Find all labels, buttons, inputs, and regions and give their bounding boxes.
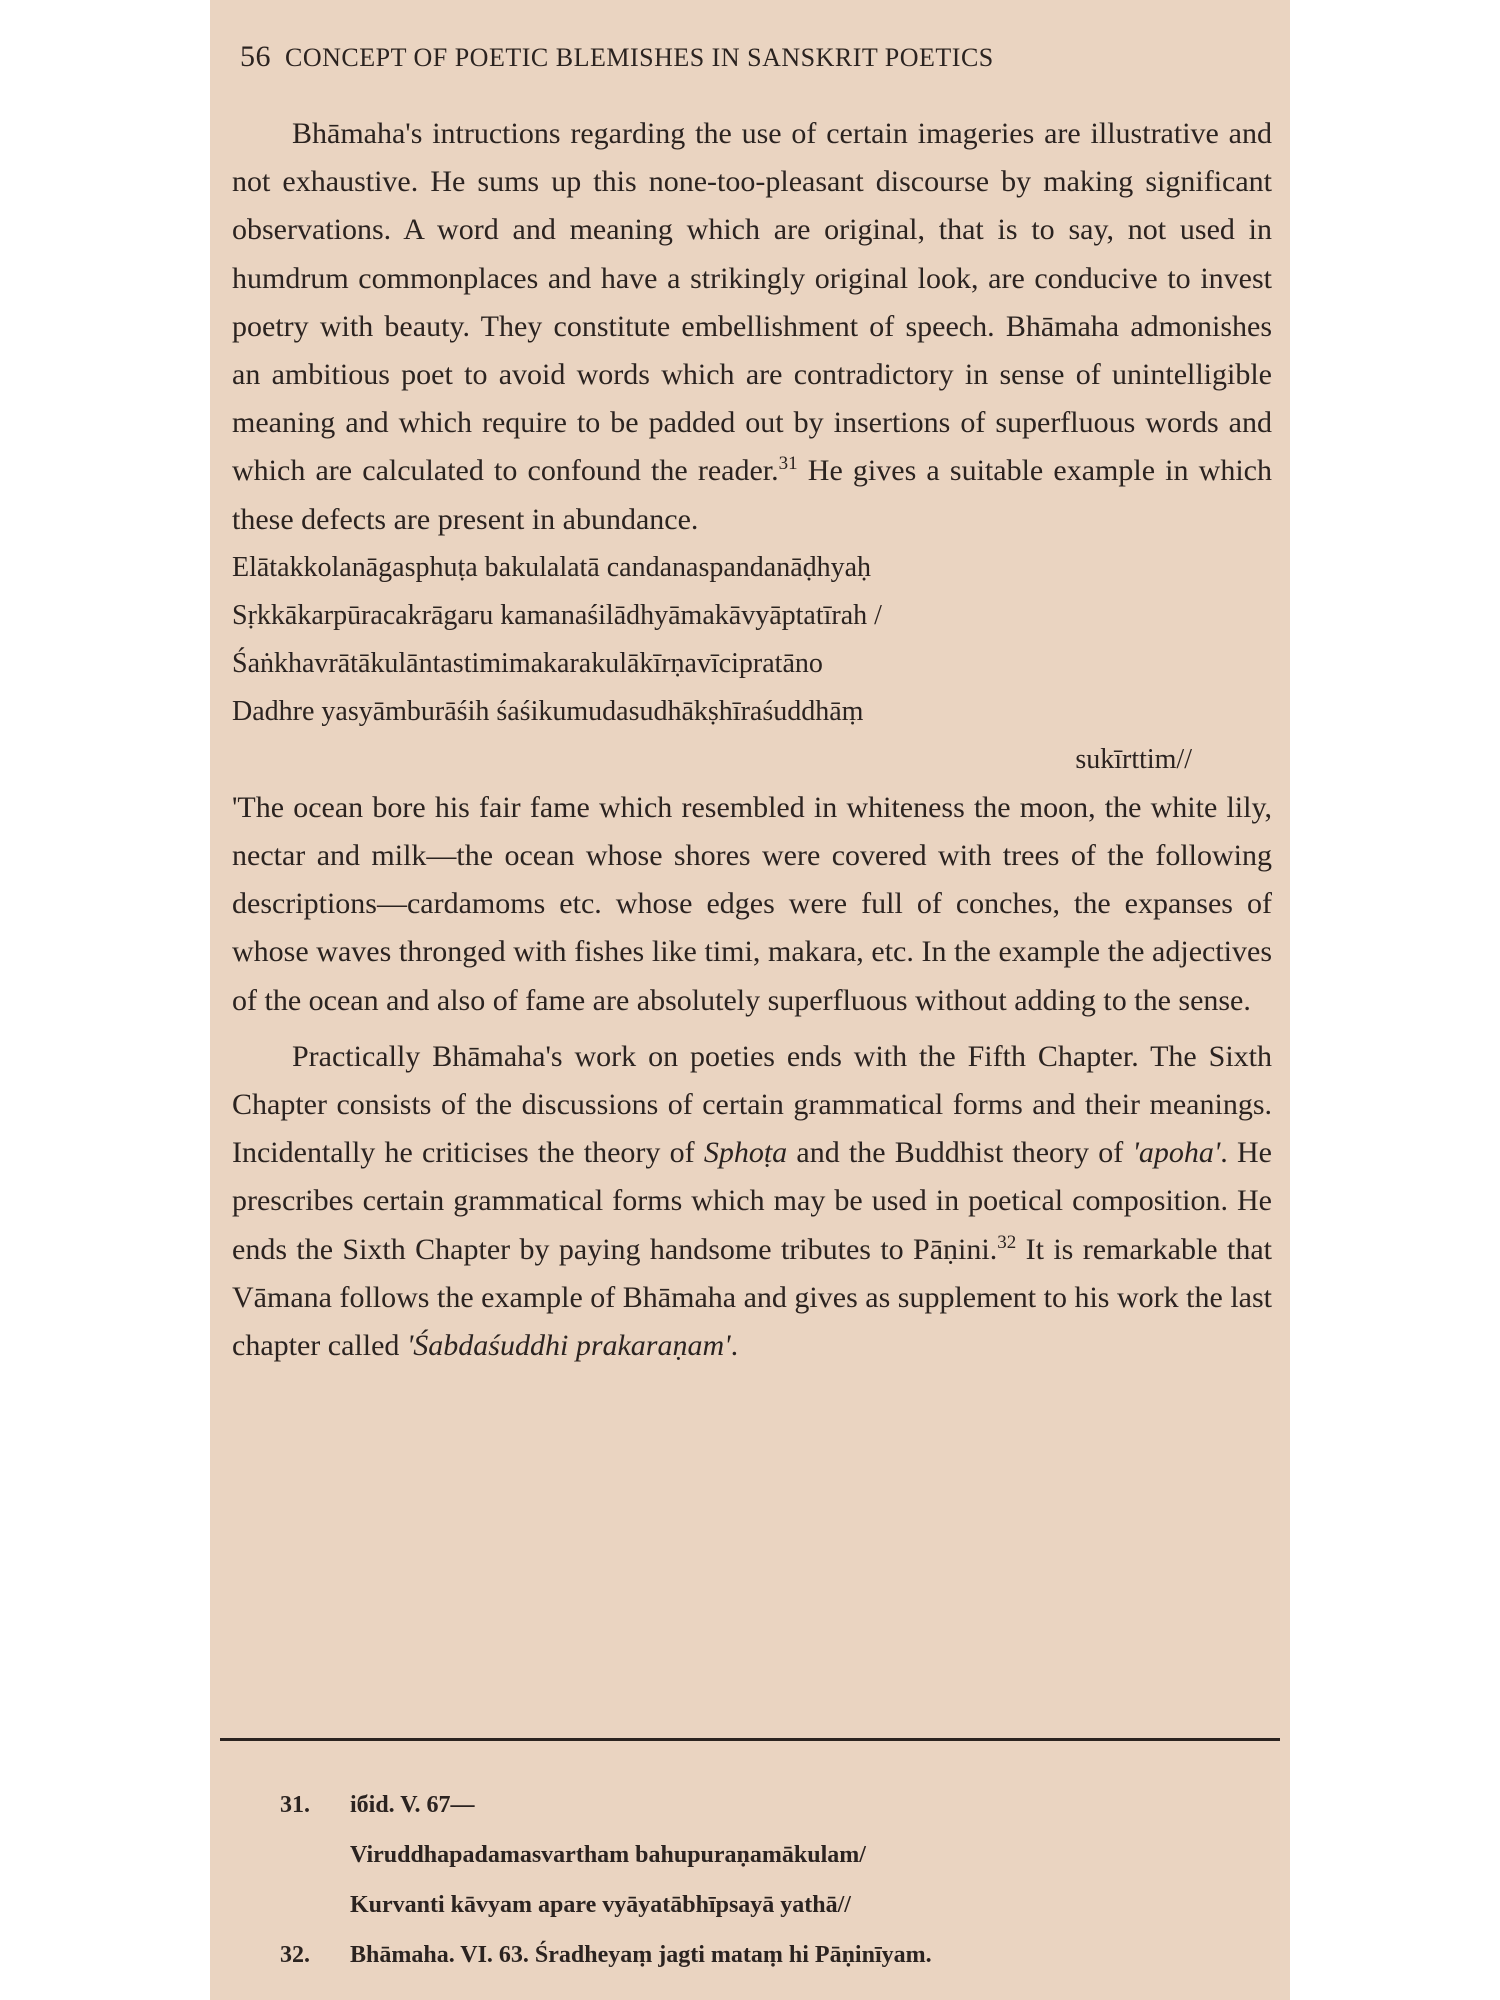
- paragraph-3: Practically Bhāmaha's work on poeties ends with the Fifth Chapter. The Sixth Chapter consists of the discussions of certain grammatical forms and their meanings. Incidentally he criticises the theory of Sphoṭa and the Buddhist theory of 'apoha'. He prescribes certain grammatical forms which may be used in poetical composition. He ends the Sixth Chapter by paying handsome tributes to Pāṇini.$^{32}$ It is remarkable that Vāmana follows the example of Bhāmaha and gives as supplement to his work the last chapter called 'Śabdaśuddhi prakaraṇam'.: [232, 1039, 1272, 1363]
- verse-line: Dadhre yasyāmburāśih śaśikumudasudhākṣhīraśuddhāṃ: [232, 695, 864, 727]
- term-sphota: Sphoṭa: [703, 1136, 788, 1170]
- footnote-31-verse-line: Viruddhapadamasvartham bahupuraṇamākulam/: [350, 1842, 866, 1868]
- footnote-32: 32. Bhāmaha. VI. 63. Śradheyaṃ jagti mataṃ hi Pāṇinīyam.: [280, 1942, 932, 1968]
- running-title: CONCEPT OF POETIC BLEMISHES IN SANSKRIT POETICS: [285, 43, 994, 72]
- verse-line: Elātakkolanāgasphuṭa bakulalatā candanaspandanāḍhyaḥ: [232, 551, 872, 583]
- running-header: [240, 40, 1270, 74]
- paragraph-2: 'The ocean bore his fair fame which resembled in whiteness the moon, the white lily, nectar and milk—the ocean whose shores were covered with trees of the following descriptions—cardamoms etc. whose edges were full of conches, the expanses of whose waves thronged with fishes like timi, makara, etc. In the example the adjectives of the ocean and also of fame are absolutely superfluous without adding to the sense.: [232, 790, 1272, 1017]
- term-sabdasuddhi: 'Śabdaśuddhi prakaraṇam': [406, 1329, 731, 1363]
- book-page: [210, 0, 1290, 2000]
- sanskrit-verse: [232, 544, 1272, 784]
- main-text: [232, 110, 1272, 1370]
- term-apoha: 'apoha': [1132, 1136, 1221, 1170]
- footnote-ref-31: 31: [778, 453, 798, 475]
- verse-line: Sṛkkākarpūracakrāgaru kamanaśilādhyāmakāvyāptatīrah /: [232, 599, 882, 631]
- verse-end: sukīrttim//: [1075, 743, 1192, 775]
- footnote-ref-32: 32: [997, 1231, 1017, 1253]
- footnote-31: 31. iбid. V. 67—: [280, 1792, 475, 1818]
- paragraph-1: Bhāmaha's intructions regarding the use of certain imageries are illustrative and not exhaustive. He sums up this none-too-pleasant discourse by making significant observations. A word and meaning which are original, that is to say, not used in humdrum commonplaces and have a strikingly original look, are conducive to invest poetry with beauty. They constitute embellishment of speech. Bhāmaha admonishes an ambitious poet to avoid words which are contradictory in sense of unintelligible meaning and which require to be padded out by insertions of superfluous words and which are calculated to confound the reader.$^{31}$ He gives a suitable example in which these defects are present in abundance.: [232, 117, 1272, 536]
- verse-line: Śaṅkhavrātākulāntastimimakarakulākīrṇavīcipratāno: [232, 647, 823, 679]
- footnotes: [280, 1780, 1280, 1980]
- footnote-31-verse-line: Kurvanti kāvyam apare vyāyatābhīpsayā yathā//: [350, 1892, 851, 1918]
- footnote-divider: [220, 1738, 1280, 1741]
- page-number: 56: [240, 40, 271, 73]
